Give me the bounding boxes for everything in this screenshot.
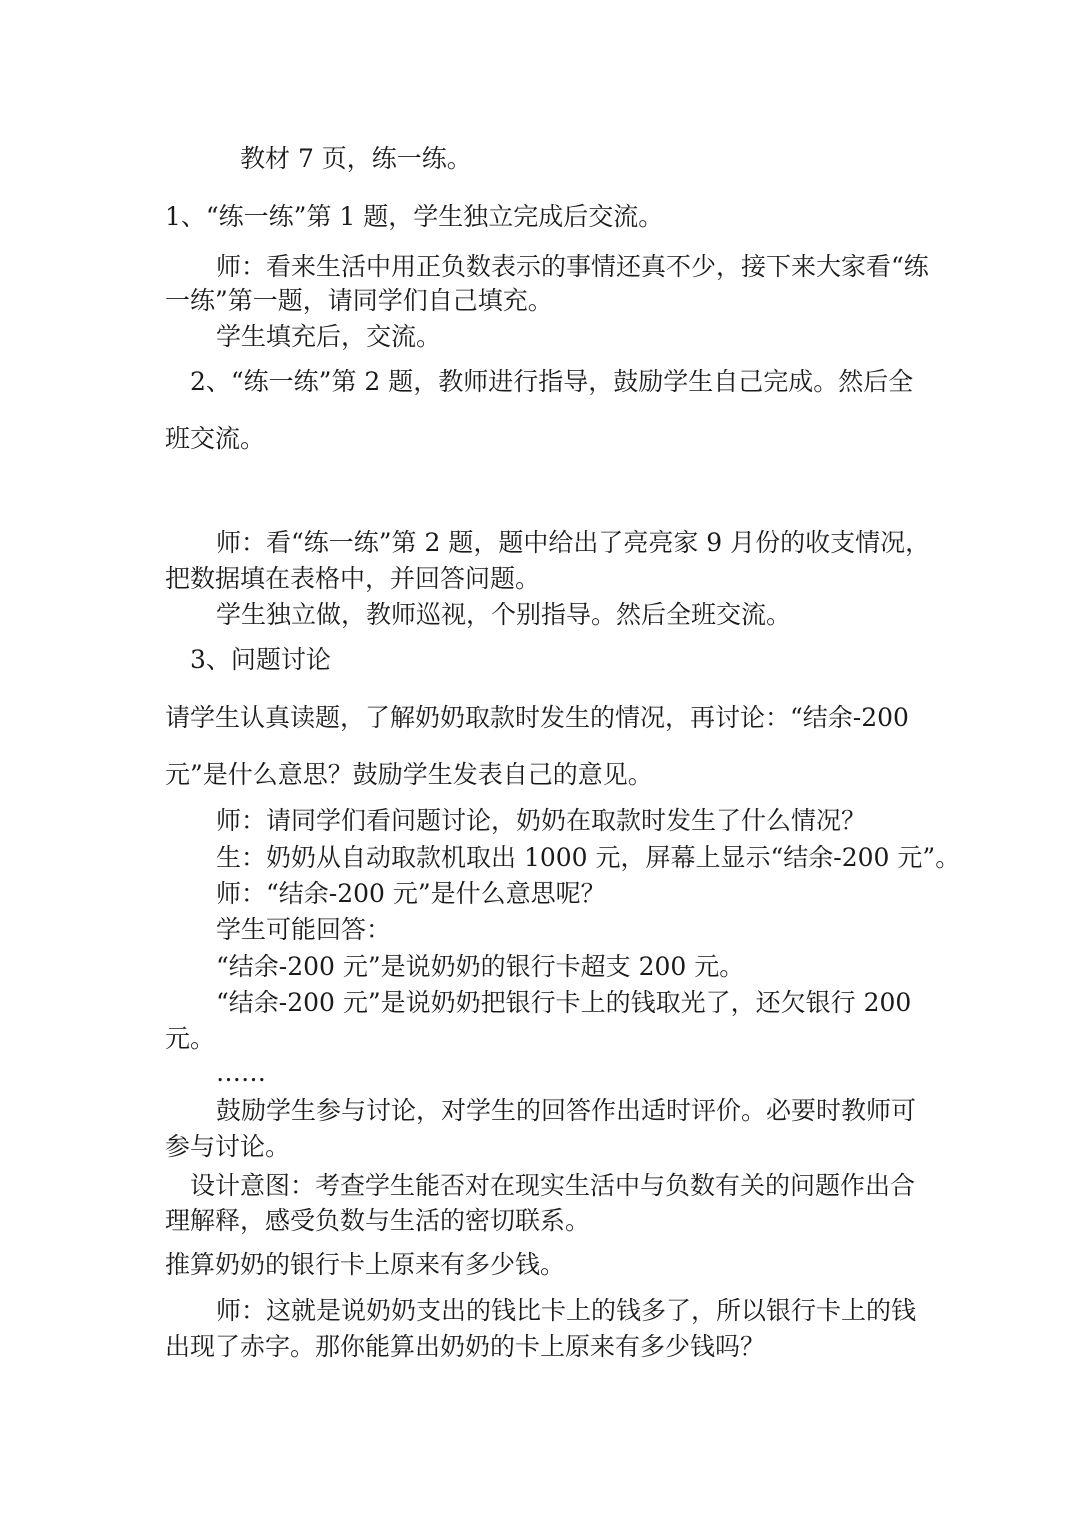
text-line: 师：看“练一练”第 2 题，题中给出了亮亮家 9 月份的收支情况， — [216, 528, 931, 557]
text-line: 师：看来生活中用正负数表示的事情还真不少，接下来大家看“练 — [216, 252, 929, 281]
text-line: 1、“练一练”第 1 题，学生独立完成后交流。 — [165, 202, 664, 231]
text-line: 出现了赤字。那你能算出奶奶的卡上原来有多少钱吗？ — [165, 1332, 766, 1361]
text-line: 鼓励学生参与讨论，对学生的回答作出适时评价。必要时教师可 — [216, 1096, 917, 1125]
text-line: 生：奶奶从自动取款机取出 1000 元，屏幕上显示“结余-200 元”。 — [216, 843, 961, 872]
text-line: 一练”第一题，请同学们自己填充。 — [165, 286, 553, 315]
text-line: 学生可能回答： — [216, 915, 392, 944]
text-line: 设计意图：考查学生能否对在现实生活中与负数有关的问题作出合 — [190, 1171, 916, 1200]
text-line: 元。 — [165, 1024, 216, 1053]
text-line: 教材 7 页，练一练。 — [240, 144, 472, 173]
text-line: 参与讨论。 — [165, 1132, 291, 1161]
text-line: …… — [216, 1058, 266, 1087]
text-line: 3、问题讨论 — [190, 645, 331, 674]
text-line: 师：请同学们看问题讨论，奶奶在取款时发生了什么情况？ — [216, 806, 867, 835]
text-line: 学生独立做，教师巡视，个别指导。然后全班交流。 — [216, 600, 792, 629]
text-line: 理解释，感受负数与生活的密切联系。 — [165, 1206, 591, 1235]
text-line: “结余-200 元”是说奶奶的银行卡超支 200 元。 — [216, 952, 745, 981]
text-line: 把数据填在表格中，并回答问题。 — [165, 564, 541, 593]
text-line: “结余-200 元”是说奶奶把银行卡上的钱取光了，还欠银行 200 — [216, 988, 912, 1017]
text-line: 师：“结余-200 元”是什么意思呢？ — [216, 879, 606, 908]
text-line: 推算奶奶的银行卡上原来有多少钱。 — [165, 1250, 566, 1279]
text-line: 师：这就是说奶奶支出的钱比卡上的钱多了，所以银行卡上的钱 — [216, 1296, 917, 1325]
text-line: 班交流。 — [165, 424, 266, 453]
text-line: 学生填充后，交流。 — [216, 322, 442, 351]
text-line: 请学生认真读题，了解奶奶取款时发生的情况，再讨论：“结余-200 — [165, 703, 909, 732]
text-line: 元”是什么意思？鼓励学生发表自己的意见。 — [165, 760, 653, 789]
text-line: 2、“练一练”第 2 题，教师进行指导，鼓励学生自己完成。然后全 — [190, 367, 914, 396]
